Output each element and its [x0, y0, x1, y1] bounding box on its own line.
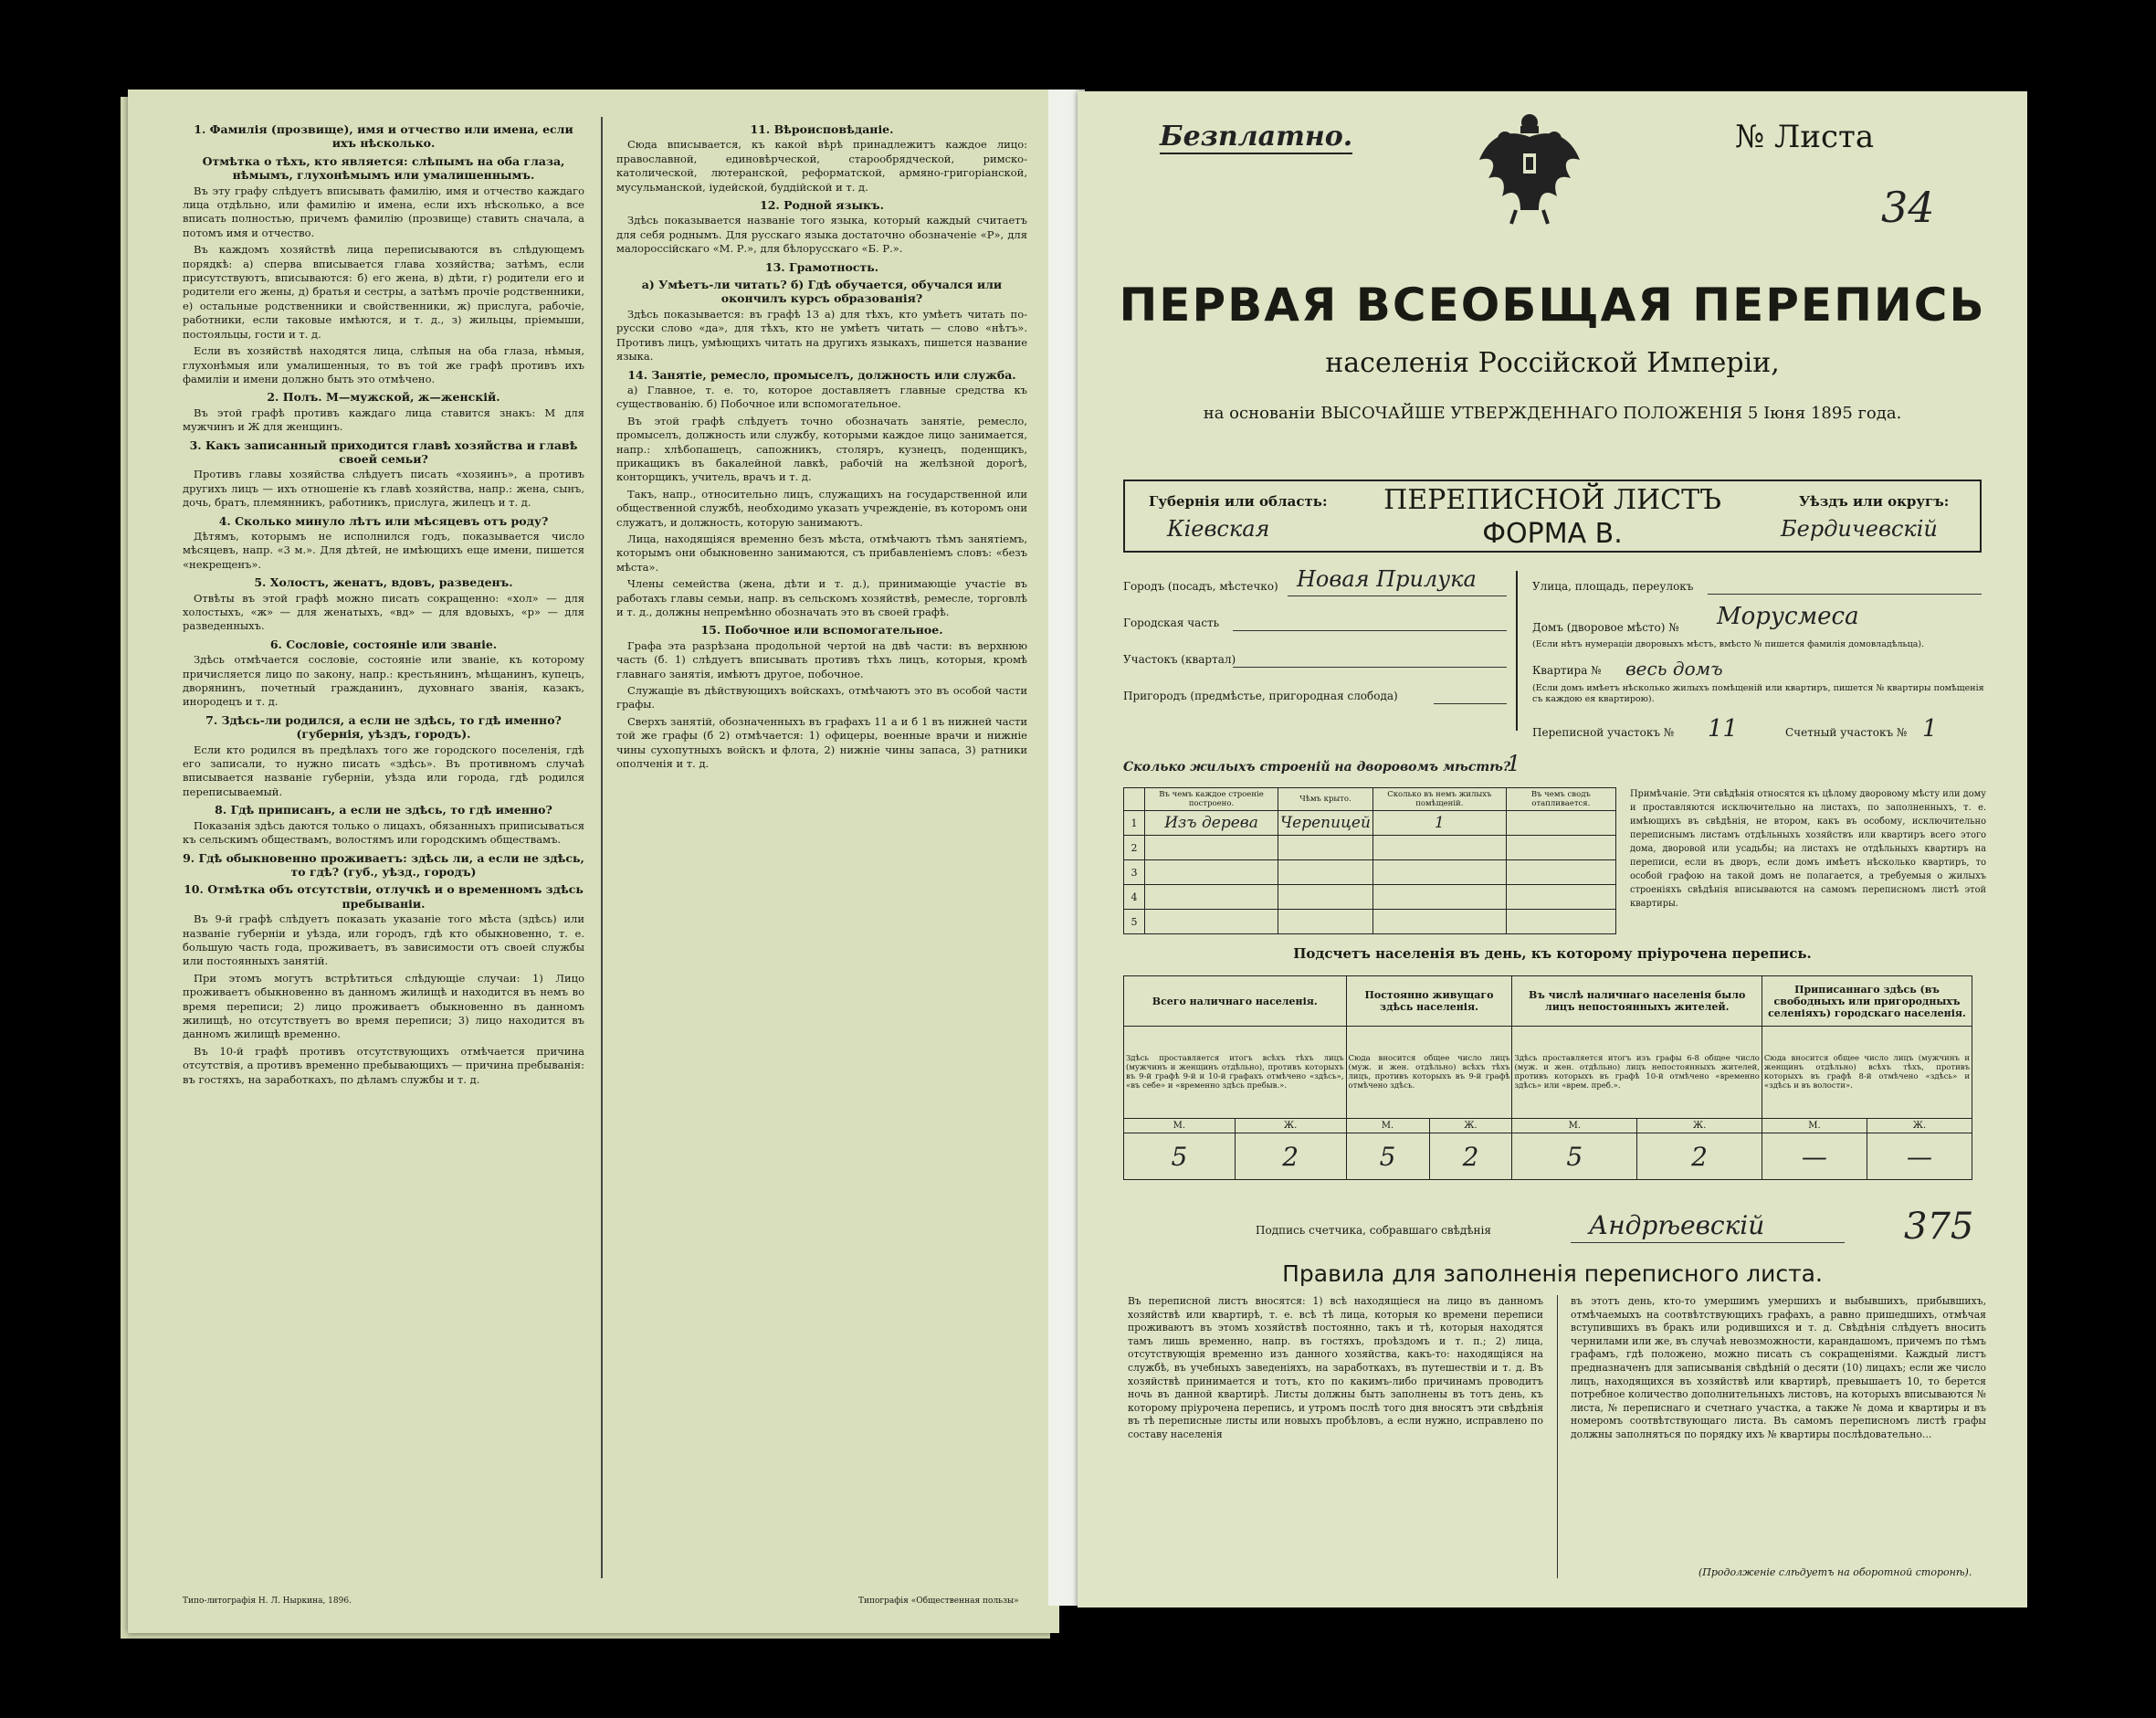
- instruction-heading: 3. Какъ записанный приходится главѣ хозяйства и главѣ своей семьи?: [189, 437, 578, 466]
- instruction-paragraph: Въ этой графѣ слѣдуетъ точно обозначать занятіе, ремесло, промыселъ, должность или службу, которыми каждое лицо занимается, напр.: хлѣбопашецъ, сапожникъ, столяръ, кузнецъ, поденщикъ, прикащикъ въ бакалейной лавкѣ, рабочій на желѣзной дорогѣ, конторщикъ, учитель, врачъ и т. д.: [616, 414, 1027, 484]
- count-description-cell: Здѣсь проставляется итогъ изъ графы 6-8 общее число (муж. и жен. отдѣльно) лицъ непостоянныхъ жителей, противъ которыхъ въ графѣ 10-й отмѣчено «временно здѣсь» или «врем. преб.».: [1512, 1027, 1762, 1119]
- count-value-cell: 5: [1124, 1133, 1236, 1180]
- district-line: [1233, 667, 1507, 668]
- apartment-value: весь домъ: [1625, 658, 1723, 680]
- instruction-paragraph: Въ 9-й графѣ слѣдуетъ показать указаніе того мѣста (здѣсь) или названіе губерніи и уѣзда, или городъ, гдѣ кто обыкновенно, т. е. большую часть года, проживаетъ, въ зависимости отъ своей службы или постоянныхъ занятій.: [183, 912, 584, 968]
- uezd-value: Бердичевскій: [1781, 516, 1938, 542]
- printer-note-right: Типографія «Общественная пользы»: [858, 1597, 1019, 1606]
- instruction-heading: 14. Занятіе, ремесло, промыселъ, должность или служба.: [627, 367, 1016, 382]
- sex-column-label: М.: [1346, 1119, 1429, 1133]
- count-header-cell: Всего наличнаго населенія.: [1124, 976, 1347, 1027]
- instruction-paragraph: Отвѣты въ этой графѣ можно писать сокращенно: «хол» — для холостыхъ, «ж» — для женатыхъ, «вд» — для вдовыхъ, «р» — для разведенныхъ.: [183, 591, 584, 633]
- uezd-label: Уѣздъ или округъ:: [1799, 493, 1950, 510]
- city-label: Городъ (посадъ, мѣстечко): [1123, 580, 1278, 593]
- instruction-paragraph: Здѣсь показывается названіе того языка, который каждый считаетъ для себя роднымъ. Для русскаго языка достаточно обозначеніе «Р», для малороссійскаго «М. Р.», для бѣлорусскаго «Б. Р.».: [616, 214, 1027, 256]
- gubernia-label: Губернія или область:: [1149, 493, 1328, 510]
- instruction-heading: а) Умѣетъ-ли читать? б) Гдѣ обучается, обучался или окончилъ курсъ образованія?: [641, 278, 1003, 306]
- instruction-paragraph: Здѣсь показывается: въ графѣ 13 а) для тѣхъ, кто умѣетъ читать по-русски слово «да», для тѣхъ, кто не умѣетъ читать — слово «нѣтъ». Противъ лицъ, умѣющихъ читать на другихъ языкахъ, пишется название языка.: [616, 307, 1027, 364]
- count-value-cell: —: [1867, 1133, 1972, 1180]
- address-divider: [1516, 571, 1518, 731]
- table-cell: [1145, 885, 1278, 910]
- count-value-cell: 5: [1512, 1133, 1637, 1180]
- instruction-heading: 13. Грамотность.: [764, 259, 879, 274]
- instruction-heading: 15. Побочное или вспомогательное.: [700, 623, 943, 638]
- signature-line: [1571, 1242, 1845, 1243]
- table-row: [1124, 885, 1616, 910]
- table-header-cell: Сколько въ немъ жилыхъ помѣщеній.: [1372, 788, 1506, 811]
- table-row: [1124, 860, 1616, 885]
- instruction-paragraph: Графа эта разрѣзана продольной чертой на двѣ части: въ верхнюю часть (б. 1) слѣдуетъ вписывать противъ тѣхъ лицъ, которыя, кромѣ главнаго занятія, имѣютъ другое, побочное.: [616, 638, 1027, 680]
- table-cell: [1506, 836, 1615, 860]
- sex-column-label: М.: [1124, 1119, 1236, 1133]
- table-row: [1124, 811, 1616, 836]
- instruction-paragraph: Такъ, напр., относительно лицъ, служащихъ на государственной или общественной службѣ, необходимо указать учрежденіе, въ которомъ они служатъ, и должность, которую занимаютъ.: [616, 487, 1027, 529]
- sheet-number-handwritten: 34: [1881, 183, 1935, 232]
- instruction-heading: 6. Сословіе, состояніе или званіе.: [269, 637, 498, 651]
- instruction-heading: 4. Сколько минуло лѣтъ или мѣсяцевъ отъ роду?: [218, 513, 549, 528]
- table-cell: 2: [1124, 836, 1145, 860]
- count-value-cell: —: [1762, 1133, 1867, 1180]
- instruction-heading: 5. Холостъ, женатъ, вдовъ, разведенъ.: [254, 575, 513, 590]
- instruction-heading: 1. Фамилія (прозвище), имя и отчество или имена, если ихъ нѣсколько.: [194, 122, 573, 151]
- table-cell: [1145, 910, 1278, 934]
- sex-column-label: Ж.: [1867, 1119, 1972, 1133]
- instruction-heading: 12. Родной языкъ.: [760, 198, 884, 213]
- table-header-cell: [1124, 788, 1145, 811]
- house-label: Домъ (дворовое мѣсто) №: [1532, 621, 1679, 634]
- street-line: [1708, 594, 1982, 595]
- instruction-paragraph: Дѣтямъ, которымъ не исполнился годъ, показывается число мѣсяцевъ, напр. «3 м.». Для дѣтей, не имѣющихъ еще имени, пишется «некрещенъ».: [183, 529, 584, 571]
- rules-column-2: въ этотъ день, кто-то умершимъ умершихъ и выбывшихъ, прибывшихъ, отмѣчаемыхъ на соотвѣтствующихъ графахъ, а равно пришедшихъ, отмѣчая вступившихъ въ бракъ или родившихся и т. д. Свѣдѣнія слѣдуетъ вносить чернилами или же, въ случаѣ невозможности, карандашомъ, причемъ по тѣмъ графамъ, гдѣ положено, можно писать съ сокращеніями. Каждый листъ предназначенъ для записыванія свѣдѣній о десяти (10) лицахъ; если же число лицъ, находящихся въ хозяйствѣ или квартирѣ, превышаетъ 10, то берется потребное количество дополнительныхъ листовъ, на которыхъ вписываются № листа, № переписнаго и счетнаго участка, а также № дома и квартиры и въ номеромъ соотвѣтствующаго листа. Въ самомъ переписномъ листѣ графы должны заполняться по порядку ихъ № квартиры послѣдовательно...: [1571, 1295, 1986, 1440]
- signature-value: Андрѣевскій: [1589, 1210, 1765, 1240]
- instruction-paragraph: Лица, находящіяся временно безъ мѣста, отмѣчаютъ тѣмъ занятіемъ, которымъ они обыкновенно занимаются, съ прибавленіемъ словъ: «безъ мѣста».: [616, 532, 1027, 574]
- imperial-eagle-emblem: [1470, 110, 1589, 228]
- buildings-note: Примѣчаніе. Эти свѣдѣнія относятся къ цѣлому дворовому мѣсту или дому и проставляются исключительно на листахъ, по заполненныхъ, т. е. имѣющихъ въ свѣдѣнія, не втором, какъ въ особому, исключительно переписнымъ листамъ отдѣльныхъ хозяйствъ или квартиръ всего этого дома, дворовой или усадьбы; на листахъ не отдѣльныхъ квартиръ на переписи, если въ дворъ, если домъ имѣетъ нѣсколько квартиръ, то особой графою на такой домъ не полагается, а требуемыя о жилыхъ строеніяхъ свѣдѣнія вписываются на самомъ переписномъ листѣ этой квартиры.: [1630, 789, 1986, 909]
- apartment-label: Квартира №: [1532, 664, 1602, 677]
- form-title-line2: ФОРМА В.: [1482, 518, 1623, 550]
- table-cell: [1278, 910, 1373, 934]
- table-cell: 1: [1372, 811, 1506, 836]
- count-description-cell: Сюда вносится общее число лицъ (муж. и жен. отдѣльно) всѣхъ тѣхъ лицъ, противъ которыхъ въ 9-й графѣ отмѣчено здѣсь.: [1346, 1027, 1512, 1119]
- signature-label: Подпись счетчика, собравшаго свѣдѣнія: [1256, 1224, 1491, 1237]
- census-title: ПЕРВАЯ ВСЕОБЩАЯ ПЕРЕПИСЬ: [1119, 279, 1986, 332]
- census-district-value: 11: [1708, 715, 1739, 743]
- district-label: Участокъ (квартал): [1123, 653, 1236, 666]
- table-header-cell: Въ чемъ каждое строеніе построено.: [1145, 788, 1278, 811]
- count-value-cell: 5: [1346, 1133, 1429, 1180]
- table-cell: [1145, 836, 1278, 860]
- left-instructions-column-1: [183, 119, 584, 1571]
- instruction-paragraph: а) Главное, т. е. то, которое доставляетъ главные средства къ существованію. б) Побочное или вспомогательное.: [616, 383, 1027, 411]
- table-cell: [1145, 860, 1278, 885]
- count-value-cell: 2: [1637, 1133, 1762, 1180]
- sex-column-label: Ж.: [1235, 1119, 1346, 1133]
- instruction-paragraph: Въ эту графу слѣдуетъ вписывать фамилію, имя и отчество каждаго лица отдѣльно, или фамилію и имена, если ихъ нѣсколько, а все вписать полностью, причемъ фамилію (прозвище) ставить сначала, а потомъ имя и отчество.: [183, 184, 584, 239]
- count-header-cell: Въ числѣ наличнаго населенія было лицъ непостоянныхъ жителей.: [1512, 976, 1762, 1027]
- form-title-line1: ПЕРЕПИСНОЙ ЛИСТЪ: [1383, 484, 1721, 516]
- rules-column-1: Въ переписной листъ вносятся: 1) всѣ находящіеся на лицо въ данномъ хозяйствѣ или квартирѣ, т. е. всѣ тѣ лица, которыя ко времени переписи проживаютъ въ этомъ хозяйствѣ постоянно, такъ и тѣ, которыя находятся тамъ лишь временно, напр. въ гостяхъ, проѣздомъ и т. п.; 2) лица, отсутствующія временно изъ данного хозяйства, какъ-то: находящіяся на службѣ, въ учебныхъ заведеніяхъ, на заработкахъ, въ путешествіи и т. д. Въ хозяйствѣ принимается и тотъ, кто по какимъ-либо причинамъ проводитъ ночь въ данной квартирѣ. Листы должны быть заполнены въ тотъ день, къ которому пріурочена перепись, и утромъ послѣ того дня вносятъ эти свѣдѣнія въ тѣ переписные листы или новыхъ пробѣловъ, а если нужно, исправлено по составу населенія: [1128, 1295, 1543, 1440]
- population-count-title: Подсчетъ населенія въ день, къ которому пріурочена перепись.: [1293, 945, 1812, 962]
- table-cell: [1506, 885, 1615, 910]
- table-cell: [1372, 885, 1506, 910]
- city-value: Новая Прилука: [1297, 566, 1477, 592]
- instruction-paragraph: Въ 10-й графѣ противъ отсутствующихъ отмѣчается причина отсутствія, а противъ временно пребывающихъ — причина пребыванія: въ гостяхъ, на заработкахъ, по дѣламъ службы и т. д.: [183, 1044, 584, 1086]
- city-part-line: [1233, 630, 1507, 631]
- count-description-cell: Сюда вносится общее число лицъ (мужчинъ и женщинъ отдѣльно) всѣхъ тѣхъ, противъ которыхъ въ графѣ 8-й отмѣчено «здѣсь» и «здѣсь и въ волости».: [1762, 1027, 1972, 1119]
- sex-column-label: М.: [1512, 1119, 1637, 1133]
- column-divider: [601, 117, 603, 1578]
- sex-column-label: Ж.: [1429, 1119, 1512, 1133]
- instruction-paragraph: При этомъ могутъ встрѣтиться слѣдующіе случаи: 1) Лицо проживаетъ обыкновенно въ данномъ жилищѣ и находится въ немъ во время переписи; 2) лицо проживаетъ обыкновенно въ данномъ жилищѣ, но отсутствуетъ во время переписи; 3) лицо находится въ данномъ жилищѣ временно.: [183, 971, 584, 1041]
- table-cell: [1278, 836, 1373, 860]
- table-row: [1124, 836, 1616, 860]
- table-header-cell: Чѣмъ крыто.: [1278, 788, 1373, 811]
- instruction-paragraph: Противъ главы хозяйства слѣдуетъ писать «хозяинъ», а противъ другихъ лицъ — ихъ отношеніе къ главѣ хозяйства, напр.: жена, сынъ, дочь, братъ, племянникъ, работникъ, прислуга, жилецъ и т. д.: [183, 468, 584, 510]
- count-header-cell: Постоянно живущаго здѣсь населенія.: [1346, 976, 1512, 1027]
- table-cell: [1506, 860, 1615, 885]
- table-cell: 1: [1124, 811, 1145, 836]
- rules-continuation-note: (Продолженіе слѣдуетъ на оборотной сторонѣ).: [1699, 1566, 1972, 1578]
- count-header-cell: Приписаннаго здѣсь (въ свободныхъ или пригородныхъ селеніяхъ) городскаго населенія.: [1762, 976, 1972, 1027]
- buildings-value: 1: [1507, 751, 1521, 776]
- census-subtitle: населенія Россійской Имперіи,: [1325, 347, 1780, 379]
- left-page: [128, 90, 1059, 1633]
- census-district-label: Переписной участокъ №: [1532, 726, 1675, 739]
- table-cell: [1278, 860, 1373, 885]
- population-count-table: [1123, 975, 1972, 1180]
- table-cell: Изъ дерева: [1145, 811, 1278, 836]
- city-part-label: Городская часть: [1123, 617, 1220, 629]
- instruction-paragraph: Сюда вписывается, къ какой вѣрѣ принадлежитъ каждое лицо: православной, единовѣрческой, старообрядческой, римско-католической, лютеранской, реформатской, армяно-григоріанской, мусульманской, іудейской, буддійской и т. д.: [616, 138, 1027, 194]
- instruction-paragraph: Служащіе въ дѣйствующихъ войскахъ, отмѣчаютъ это въ особой части графы.: [616, 684, 1027, 711]
- table-cell: 5: [1124, 910, 1145, 934]
- apartment-note: (Если домъ имѣетъ нѣсколько жилыхъ помѣщеній или квартиръ, пишется № квартиры помѣщенія съ каждою ея квартирою).: [1532, 683, 1984, 704]
- table-cell: 4: [1124, 885, 1145, 910]
- suburb-line: [1434, 703, 1507, 704]
- instruction-heading: Отмѣтка о тѣхъ, кто является: слѣпымъ на оба глаза, нѣмымъ, глухонѣмымъ или умалишеннымъ.: [202, 153, 565, 183]
- table-row: [1124, 910, 1616, 934]
- count-value-cell: 2: [1429, 1133, 1512, 1180]
- table-cell: Черепицей: [1278, 811, 1373, 836]
- instruction-paragraph: Въ каждомъ хозяйствѣ лица переписываются въ слѣдующемъ порядкѣ: а) сперва вписывается глава хозяйства; затѣмъ, если присутствуютъ, вписываются: б) его жена, в) дѣти, г) родители его и родители его жены, д) братья и сестры, а затѣмъ прочіе родственники, е) остальные родственники и свойственники, ж) прислуга, рабочіе, работники, если таковые имѣются, и т. д., з) жильцы, пріемыши, постояльцы, гости и т. д.: [183, 243, 584, 341]
- table-cell: [1506, 811, 1615, 836]
- instruction-paragraph: Въ этой графѣ противъ каждаго лица ставится знакъ: М для мужчинъ и Ж для женщинъ.: [183, 406, 584, 434]
- house-note: (Если нѣтъ нумерацiи дворовыхъ мѣстъ, вмѣсто № пишется фамилія домовладѣльца).: [1532, 639, 1925, 649]
- instruction-paragraph: Если кто родился въ предѣлахъ того же городского поселенія, гдѣ его записали, то нужно писать «здѣсь». Въ противномъ случаѣ вписывается названіе губерніи, уѣзда или города, гдѣ родился переписываемый.: [183, 743, 584, 798]
- instruction-heading: 8. Гдѣ приписанъ, а если не здѣсь, то гдѣ именно?: [215, 803, 552, 817]
- instruction-paragraph: Члены семейства (жена, дѣти и т. д.), принимающіе участіе въ работахъ главы семьи, напр. въ сельскомъ хозяйствѣ, ремесле, торговлѣ и т. д., должны непремѣнно обозначать это въ своей графѣ.: [616, 577, 1027, 618]
- street-label: Улица, площадь, переулокъ: [1532, 580, 1694, 593]
- legal-basis: на основаніи ВЫСОЧАЙШЕ УТВЕРЖДЕННАГО ПОЛОЖЕНІЯ 5 Іюня 1895 года.: [1203, 404, 1902, 423]
- table-cell: [1278, 885, 1373, 910]
- counting-district-value: 1: [1922, 715, 1938, 743]
- count-description-cell: Здѣсь проставляется итогъ всѣхъ тѣхъ лицъ (мужчинъ и женщинъ отдѣльно), противъ которыхъ въ 9-й графѣ 9-й и 10-й графахъ отмѣчено «здѣсь», «въ себе» и «временно здѣсь пребыв.».: [1124, 1027, 1347, 1119]
- instruction-paragraph: Сверхъ занятій, обозначенныхъ въ графахъ 11 а и б 1 въ нижней части той же графы (б 2) отмѣчается: 1) офицеры, военные врачи и нижніе чины сухопутныхъ войскъ и флота, 2) нижніе чины запаса, 3) ратники ополченія и т. д.: [616, 714, 1027, 771]
- instruction-paragraph: Здѣсь отмѣчается сословіе, состояніе или званіе, къ которому причисляется лицо по закону, напр.: крестьянинъ, мѣщанинъ, купецъ, дворянинъ, почетный гражданинъ, духовнаго званія, казакъ, инородецъ и т. д.: [183, 653, 584, 709]
- suburb-label: Пригородъ (предмѣстье, пригородная слобода): [1123, 690, 1398, 702]
- buildings-question: Сколько жилыхъ строеній на дворовомъ мѣстѣ?: [1123, 760, 1511, 775]
- sex-column-label: Ж.: [1637, 1119, 1762, 1133]
- instruction-paragraph: Показанія здѣсь даются только о лицахъ, обязанныхъ приписываться къ сельскимъ обществамъ, волостямъ или городскимъ обществамъ.: [183, 818, 584, 847]
- sex-column-label: М.: [1762, 1119, 1867, 1133]
- table-cell: [1372, 836, 1506, 860]
- free-label: Безплатно.: [1160, 121, 1353, 153]
- sheet-number-label: № Листа: [1735, 119, 1875, 155]
- counting-district-label: Счетный участокъ №: [1785, 726, 1908, 739]
- rules-title: Правила для заполненія переписного листа.: [1282, 1260, 1823, 1287]
- instruction-heading: 7. Здѣсь-ли родился, а если не здѣсь, то гдѣ именно? (губернія, уѣздъ, городъ).: [205, 712, 562, 742]
- instruction-heading: 11. Вѣроисповѣданіе.: [750, 122, 894, 136]
- instruction-heading: 2. Полъ. М—мужской, ж—женскій.: [267, 390, 500, 405]
- archive-number-handwritten: 375: [1904, 1206, 1974, 1248]
- table-cell: [1372, 860, 1506, 885]
- printer-note-left: Типо-литографія Н. Л. Ныркина, 1896.: [183, 1597, 352, 1606]
- rules-divider: [1557, 1295, 1558, 1578]
- table-cell: [1506, 910, 1615, 934]
- instruction-heading: 10. Отмѣтка объ отсутствіи, отлучкѣ и о временномъ здѣсь пребываніи.: [184, 882, 584, 911]
- buildings-table: [1123, 787, 1616, 934]
- instruction-paragraph: Если въ хозяйствѣ находятся лица, слѣпыя на оба глаза, нѣмыя, глухонѣмыя или умалишенныя, то въ той же графѣ противъ ихъ фамиліи и имени должно быть это отмѣчено.: [183, 344, 584, 385]
- table-cell: 3: [1124, 860, 1145, 885]
- table-header-cell: Въ чемъ сводъ отапливается.: [1506, 788, 1615, 811]
- left-instructions-column-2: [616, 119, 1027, 1571]
- right-page-census-form: [1078, 91, 2027, 1607]
- instruction-heading: 9. Гдѣ обыкновенно проживаетъ: здѣсь ли, а если не здѣсь, то гдѣ? (губ., уѣзд., городъ): [183, 850, 584, 879]
- table-cell: [1372, 910, 1506, 934]
- house-value: Морусмеса: [1717, 603, 1859, 630]
- count-value-cell: 2: [1235, 1133, 1346, 1180]
- gubernia-value: Кіевская: [1167, 516, 1270, 542]
